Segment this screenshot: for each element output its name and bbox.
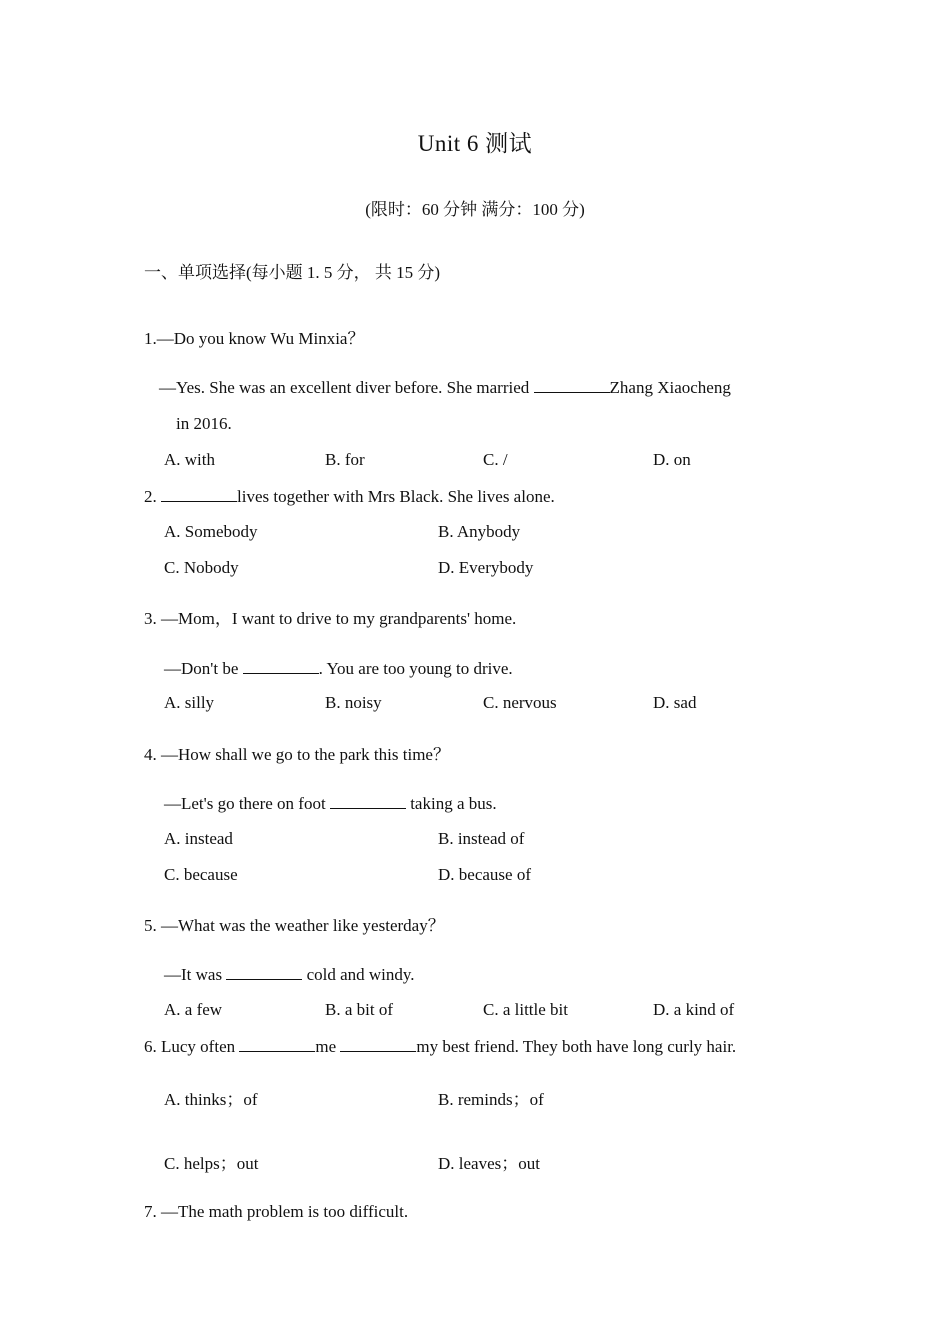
- q5-answer-text: —It was: [164, 965, 227, 984]
- q2-number: 2.: [144, 487, 161, 506]
- q2-option-a: A. Somebody: [164, 522, 258, 541]
- q4-blank: [330, 794, 406, 809]
- q5-answer-text-2: cold and windy.: [302, 965, 415, 984]
- q1-option-b: B. for: [325, 450, 365, 469]
- q6-option-b: B. reminds；of: [438, 1090, 544, 1109]
- q6-blank-2: [340, 1037, 416, 1052]
- q5-option-c: C. a little bit: [483, 1000, 568, 1019]
- q3-option-a: A. silly: [164, 693, 215, 712]
- q1-blank: [534, 378, 610, 393]
- q6-text-2: me: [315, 1037, 341, 1056]
- q7-stem: 7. —The math problem is too difficult.: [144, 1202, 409, 1221]
- q5-option-b: B. a bit of: [325, 1000, 393, 1019]
- q3-answer-line: [164, 659, 513, 677]
- q4-option-b: B. instead of: [438, 829, 525, 848]
- time-and-score-note: (限时：60 分钟 满分：100 分): [365, 200, 585, 219]
- q6-option-a: A. thinks；of: [164, 1090, 258, 1109]
- q4-stem: 4. —How shall we go to the park this time？: [144, 745, 450, 764]
- q1-answer-text: —Yes. She was an excellent diver before. She married: [159, 378, 534, 397]
- q4-option-c: C. because: [164, 865, 238, 884]
- q3-stem: 3. —Mom，I want to drive to my grandparents' home.: [144, 609, 517, 628]
- q4-answer-text: —Let's go there on foot: [164, 794, 330, 813]
- q6-text-3: my best friend. They both have long curly hair.: [416, 1037, 737, 1056]
- q3-answer-text: —Don't be: [164, 659, 243, 678]
- q1-answer-text-2: Zhang Xiaocheng: [609, 378, 731, 397]
- q2-option-c: C. Nobody: [164, 558, 239, 577]
- q6-text-1: 6. Lucy often: [144, 1037, 240, 1056]
- q3-blank: [243, 659, 319, 674]
- q6-blank-1: [239, 1037, 315, 1052]
- q2-blank: [161, 487, 237, 502]
- q4-answer-text-2: taking a bus.: [405, 794, 497, 813]
- q5-option-a: A. a few: [164, 1000, 223, 1019]
- q1-option-a: A. with: [164, 450, 215, 469]
- section-heading: 一、单项选择(每小题 1. 5 分， 共 15 分): [144, 263, 441, 282]
- q4-answer-line: [164, 794, 497, 812]
- q5-answer-line: [164, 965, 415, 983]
- q2-option-b: B. Anybody: [438, 522, 521, 541]
- q6-option-d: D. leaves；out: [438, 1154, 540, 1173]
- q3-option-d: D. sad: [653, 693, 697, 712]
- q1-option-d: D. on: [653, 450, 691, 469]
- q5-stem: 5. —What was the weather like yesterday？: [144, 916, 445, 935]
- q4-option-d: D. because of: [438, 865, 531, 884]
- q2-text: lives together with Mrs Black. She lives alone.: [237, 487, 555, 506]
- q2-option-d: D. Everybody: [438, 558, 534, 577]
- q1-answer-continued: in 2016.: [176, 414, 232, 433]
- q6-stem: [144, 1037, 736, 1055]
- q1-answer-line: [159, 378, 731, 396]
- q5-blank: [226, 965, 302, 980]
- q4-option-a: A. instead: [164, 829, 233, 848]
- q2-stem: [144, 487, 555, 505]
- q1-stem: 1.—Do you know Wu Minxia？: [144, 329, 365, 348]
- q3-option-b: B. noisy: [325, 693, 382, 712]
- q3-answer-text-2: . You are too young to drive.: [318, 659, 513, 678]
- q3-option-c: C. nervous: [483, 693, 557, 712]
- q5-option-d: D. a kind of: [653, 1000, 735, 1019]
- q6-option-c: C. helps；out: [164, 1154, 259, 1173]
- page-title: Unit 6 测试: [417, 131, 533, 156]
- q1-option-c: C. /: [483, 450, 508, 469]
